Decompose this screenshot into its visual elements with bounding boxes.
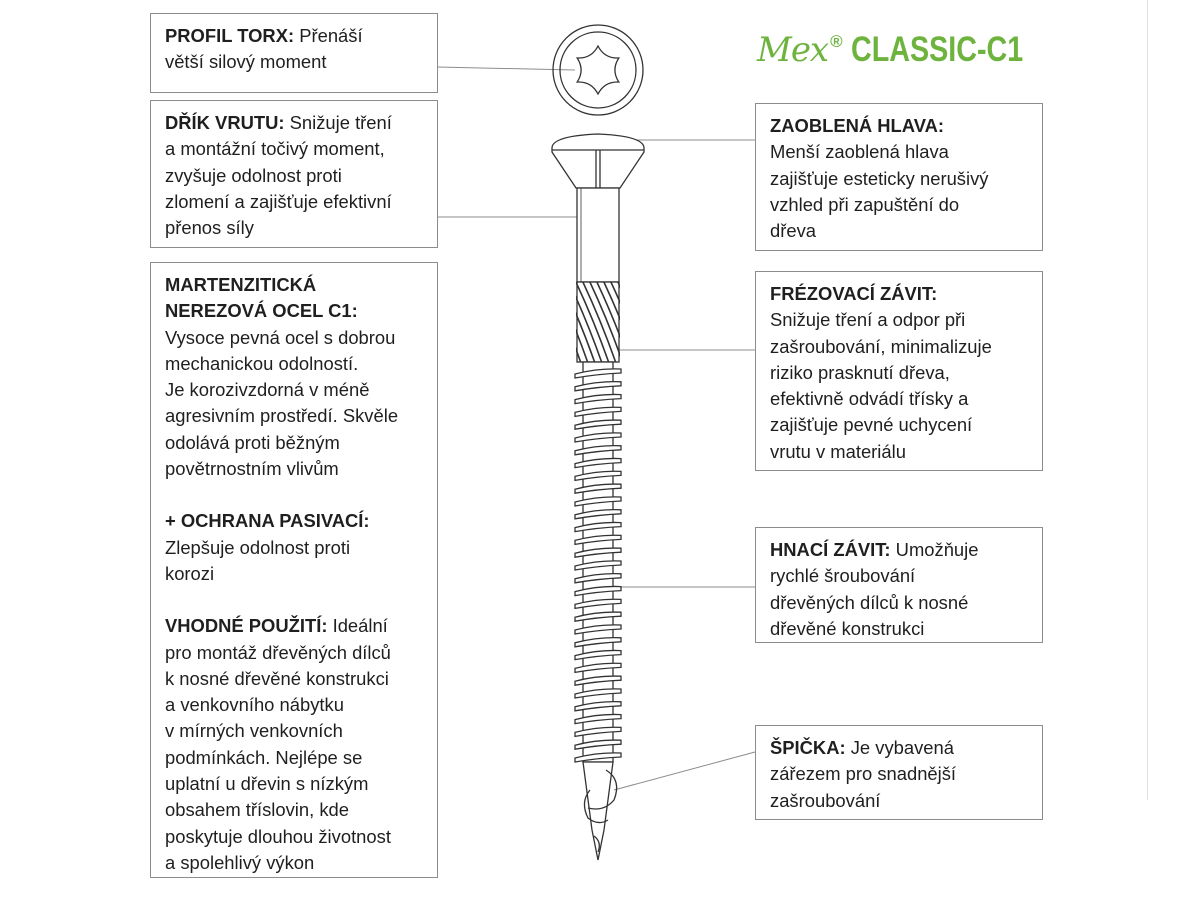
callout-usage-line [165,613,423,639]
milling-thread-groove [490,278,526,366]
page-edge-divider [1147,0,1148,800]
milling-thread-groove [623,278,659,366]
callout-milling-text: zašroubování, minimalizuje [770,335,992,357]
milling-thread-groove [518,278,554,366]
milling-thread-groove [497,278,533,366]
callout-head-text: Menší zaoblená hlava [770,141,949,163]
callout-shank-text: zvyšuje odolnost proti [165,164,342,186]
callout-milling-title: FRÉZOVACÍ ZÁVIT: [770,283,938,304]
callout-usage-text: podmínkách. Nejlépe se [165,746,363,768]
callout-tip-title: ŠPIČKA: [770,737,846,758]
callout-shank-title: DŘÍK VRUTU: [165,112,285,133]
brand-script: Mex [757,30,829,70]
callout-tip-text: zašroubování [770,789,881,811]
callout-milling-text: efektivně odvádí třísky a [770,388,969,410]
callout-shank-text: přenos síly [165,217,254,239]
callout-shank-line [165,110,423,136]
milling-thread-groove [539,278,575,366]
milling-thread-groove [637,278,673,366]
brand-logo [757,30,1061,76]
callout-head-title: ZAOBLENÁ HLAVA: [770,115,945,136]
callout-shank-lead: Snižuje tření [284,112,392,133]
callout-material-title: MARTENZITICKÁ [165,274,317,295]
callout-material-text: Vysoce pevná ocel s dobrou [165,326,396,348]
callout-milling-text: vrutu v materiálu [770,440,906,462]
milling-thread-groove [630,278,666,366]
milling-thread-groove [616,278,652,366]
callout-shank [150,100,438,248]
callout-material-text: agresivním prostředí. Skvěle [165,405,399,427]
callout-material-title: NEREZOVÁ OCEL C1: [165,300,358,322]
callout-milling-text: zajišťuje pevné uchycení [770,414,973,436]
milling-thread-groove [511,278,547,366]
leader-tip [614,752,755,790]
callout-drive-line [770,537,1028,563]
callout-torx-title: PROFIL TORX: [165,25,295,46]
callout-torx [150,13,438,93]
callout-usage-text: obsahem tříslovin, kde [165,799,349,821]
callout-material-text: povětrnostním vlivům [165,458,339,480]
leader-torx [437,67,575,70]
callout-usage-text: poskytuje dlouhou životnost [165,825,391,847]
callout-material-text: Je korozivzdorná v méně [165,379,370,401]
callout-drive-lead: Umožňuje [890,539,979,560]
milling-thread-groove [525,278,561,366]
callout-drive-text: dřevěné konstrukci [770,617,925,639]
callout-usage-text: k nosné dřevěné konstrukci [165,667,389,689]
callout-drive [755,527,1043,643]
brand-registered-mark: ® [830,32,843,51]
callout-tip-lead: Je vybavená [845,737,954,758]
callout-usage-text: uplatní u dřevin s nízkým [165,773,369,795]
callout-passivation-title: + OCHRANA PASIVACÍ: [165,510,370,532]
callout-torx-text: větší silový moment [165,51,327,73]
callout-tip-line [770,735,1028,761]
callout-tip [755,725,1043,820]
callout-milling-text: Snižuje tření a odpor při [770,309,966,331]
callout-usage-title: VHODNÉ POUŽITÍ: [165,615,328,637]
screw-illustration [490,134,673,860]
callout-head [755,103,1043,251]
callout-head-text: dřeva [770,220,817,242]
callout-usage-text: a spolehlivý výkon [165,851,315,873]
callout-material [150,262,438,878]
torx-star-icon [577,46,619,94]
callout-milling-text: riziko prasknutí dřeva, [770,361,950,383]
callout-shank-text: a montážní točivý moment, [165,138,385,160]
callout-drive-text: dřevěných dílců k nosné [770,591,969,613]
callout-usage-text: v mírných venkovních [165,720,343,742]
callout-torx-lead: Přenáší [294,25,363,46]
milling-thread-groove [532,278,568,366]
callout-shank-text: zlomení a zajišťuje efektivní [165,190,392,212]
callout-usage-text: a venkovního nábytku [165,694,344,716]
callout-tip-text: zářezem pro snadnější [770,763,957,785]
callout-head-text: zajišťuje esteticky nerušivý [770,167,989,189]
callout-usage-lead: Ideální [327,615,388,637]
callout-drive-text: rychlé šroubování [770,565,916,587]
brand-model: CLASSIC-C1 [850,30,1023,69]
milling-thread-groove [504,278,540,366]
callout-material-text: mechanickou odolností. [165,352,359,374]
callout-head-text: vzhled při zapuštění do [770,193,960,215]
callout-drive-title: HNACÍ ZÁVIT: [770,539,891,560]
callout-passivation-text: Zlepšuje odolnost proti [165,536,351,558]
callout-torx-line [165,23,423,49]
callout-passivation-text: korozi [165,562,215,584]
callout-usage-text: pro montáž dřevěných dílců [165,641,391,663]
callout-material-text: odolává proti běžným [165,431,340,453]
callout-milling [755,271,1043,471]
